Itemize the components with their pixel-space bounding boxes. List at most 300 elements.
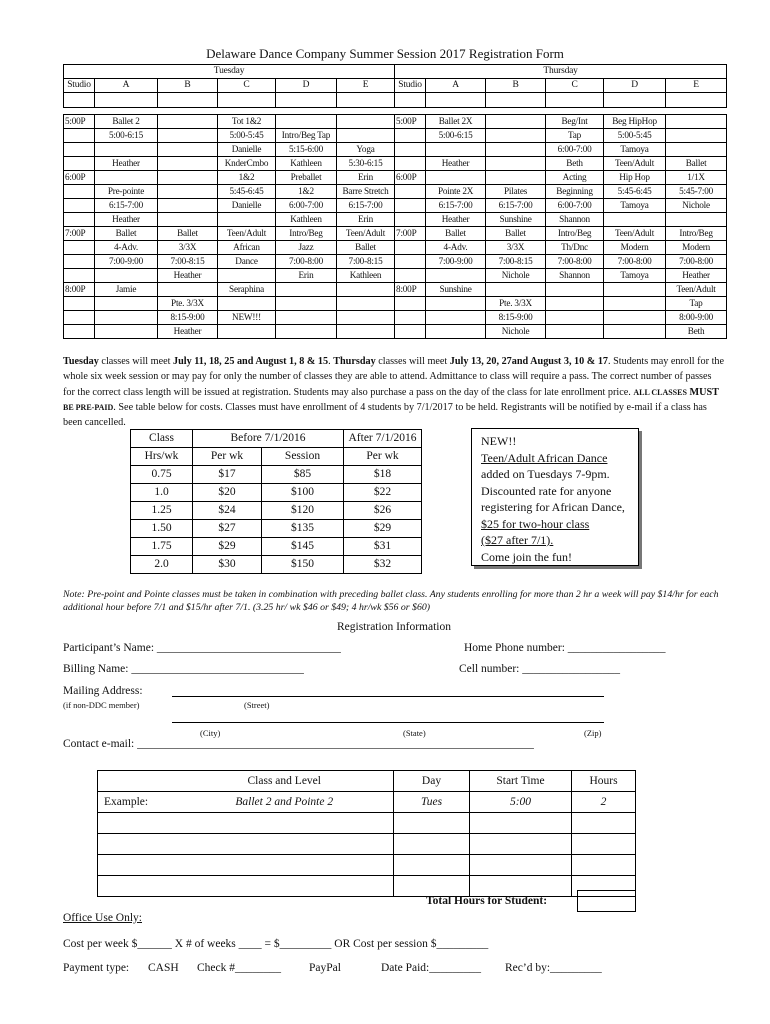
schedule-cell xyxy=(95,311,158,325)
schedule-cell: Heather xyxy=(666,269,727,283)
schedule-cell: Beth xyxy=(666,325,727,339)
schedule-cell: 7:00-8:15 xyxy=(486,255,546,269)
schedule-row xyxy=(64,283,727,297)
schedule-cell xyxy=(95,171,158,185)
schedule-cell: Intro/Beg Tap xyxy=(276,129,337,143)
date-paid-field[interactable]: Date Paid:_________ xyxy=(381,962,481,974)
price-cell: 2.0 xyxy=(131,556,193,574)
schedule-cell xyxy=(276,283,337,297)
schedule-cell: Tot 1&2 xyxy=(218,115,276,129)
schedule-cell xyxy=(158,283,218,297)
schedule-cell: Ballet xyxy=(426,227,486,241)
pricing-note: Note: Pre-point and Pointe classes must be taken in combination with preceding ballet class. Any students enrolling for more than 2 hr a week will pay $14/hr for each additional hour before 7/1 and $15/hr after 7/1. (3.25 hr/ wk $46 or $49; 4 hr/wk $56 or $60) xyxy=(63,589,719,613)
price-cell: $135 xyxy=(262,520,344,538)
schedule-cell: Modern xyxy=(604,241,666,255)
price-cell: $29 xyxy=(193,538,262,556)
schedule-cell xyxy=(64,297,95,311)
schedule-cell: Preballet xyxy=(276,171,337,185)
schedule-row xyxy=(64,311,727,325)
column-header: E xyxy=(666,79,727,93)
home-phone-field[interactable]: Home Phone number: _________________ xyxy=(464,642,666,654)
price-cell: $17 xyxy=(193,466,262,484)
schedule-cell xyxy=(486,283,546,297)
price-cell: $31 xyxy=(344,538,422,556)
schedule-cell: Tap xyxy=(666,297,727,311)
schedule-cell xyxy=(158,171,218,185)
schedule-cell: 6:00-7:00 xyxy=(276,199,337,213)
schedule-cell: NEW!!! xyxy=(218,311,276,325)
schedule-cell xyxy=(158,143,218,157)
schedule-cell xyxy=(337,129,395,143)
after-date-header: After 7/1/2016 xyxy=(344,430,422,448)
check-number-field[interactable]: Check #________ xyxy=(197,962,282,974)
schedule-cell: Shannon xyxy=(546,269,604,283)
schedule-row xyxy=(64,297,727,311)
day-header-row xyxy=(64,65,727,79)
schedule-cell: Shannon xyxy=(546,213,604,227)
price-subheader: Hrs/wk xyxy=(131,448,193,466)
schedule-cell: 4-Adv. xyxy=(426,241,486,255)
schedule-cell xyxy=(64,185,95,199)
schedule-cell xyxy=(218,269,276,283)
schedule-cell: 6:00P xyxy=(64,171,95,185)
schedule-row xyxy=(64,213,727,227)
schedule-cell xyxy=(395,213,426,227)
before-date-header: Before 7/1/2016 xyxy=(193,430,344,448)
price-cell: $100 xyxy=(262,484,344,502)
schedule-row xyxy=(64,241,727,255)
schedule-cell xyxy=(64,241,95,255)
schedule-cell xyxy=(64,129,95,143)
schedule-cell: Heather xyxy=(158,269,218,283)
schedule-cell: Beth xyxy=(546,157,604,171)
schedule-cell: 6:00-7:00 xyxy=(546,199,604,213)
schedule-cell: Teen/Adult xyxy=(666,283,727,297)
schedule-row xyxy=(64,199,727,213)
schedule-cell: 5:30-6:15 xyxy=(337,157,395,171)
schedule-cell: 7:00-8:00 xyxy=(546,255,604,269)
schedule-cell: 5:00P xyxy=(64,115,95,129)
schedule-cell xyxy=(218,213,276,227)
schedule-cell xyxy=(337,115,395,129)
schedule-cell: Danielle xyxy=(218,199,276,213)
schedule-cell: 3/3X xyxy=(158,241,218,255)
schedule-cell: 6:00P xyxy=(395,171,426,185)
form-title: Delaware Dance Company Summer Session 2017 Registration Form xyxy=(206,46,564,61)
schedule-cell: Intro/Beg xyxy=(276,227,337,241)
schedule-cell: Tamoya xyxy=(604,269,666,283)
schedule-cell xyxy=(276,311,337,325)
schedule-cell xyxy=(276,115,337,129)
table-row xyxy=(98,834,636,855)
schedule-cell xyxy=(666,213,727,227)
schedule-cell: 5:45-6:45 xyxy=(218,185,276,199)
schedule-cell: 7:00-9:00 xyxy=(426,255,486,269)
schedule-cell: Ballet 2 xyxy=(95,115,158,129)
schedule-cell xyxy=(158,199,218,213)
schedule-cell: Pilates xyxy=(486,185,546,199)
schedule-cell: Pte. 3/3X xyxy=(158,297,218,311)
table-row xyxy=(98,813,636,834)
schedule-cell: Erin xyxy=(337,171,395,185)
class-selection-table xyxy=(97,770,636,897)
schedule-cell xyxy=(546,325,604,339)
schedule-cell: African xyxy=(218,241,276,255)
schedule-cell: Beginning xyxy=(546,185,604,199)
schedule-cell: Tap xyxy=(546,129,604,143)
class-schedule-table xyxy=(63,64,727,339)
column-header: C xyxy=(546,79,604,93)
schedule-cell xyxy=(337,311,395,325)
schedule-cell xyxy=(604,297,666,311)
schedule-cell xyxy=(337,325,395,339)
schedule-cell: 5:45-6:45 xyxy=(604,185,666,199)
participant-name-field[interactable]: Participant’s Name: ________________________________ xyxy=(63,642,341,654)
schedule-cell xyxy=(395,297,426,311)
contact-email-field[interactable]: Contact e-mail: _____________________________________________________________________ xyxy=(63,738,534,750)
schedule-cell xyxy=(64,269,95,283)
registration-header: Registration Information xyxy=(336,621,452,633)
schedule-row xyxy=(64,171,727,185)
schedule-cell: 7:00P xyxy=(64,227,95,241)
column-header: B xyxy=(158,79,218,93)
price-subheader: Session xyxy=(262,448,344,466)
schedule-cell: Ballet xyxy=(158,227,218,241)
schedule-cell: 7:00-8:15 xyxy=(158,255,218,269)
schedule-cell: 8:15-9:00 xyxy=(486,311,546,325)
schedule-cell xyxy=(426,269,486,283)
schedule-cell: KnderCmbo xyxy=(218,157,276,171)
non-member-note: (if non-DDC member) xyxy=(63,700,140,710)
schedule-cell xyxy=(395,143,426,157)
column-header: A xyxy=(95,79,158,93)
price-row xyxy=(131,484,422,502)
schedule-cell: 7:00-8:15 xyxy=(337,255,395,269)
schedule-cell: Jamie xyxy=(95,283,158,297)
schedule-cell: Pte. 3/3X xyxy=(486,297,546,311)
schedule-cell: 6:15-7:00 xyxy=(486,199,546,213)
billing-name-field[interactable]: Billing Name: ______________________________ xyxy=(63,663,304,675)
schedule-cell xyxy=(64,325,95,339)
schedule-cell: Jazz xyxy=(276,241,337,255)
schedule-cell xyxy=(666,115,727,129)
schedule-cell xyxy=(158,129,218,143)
price-cell: 1.0 xyxy=(131,484,193,502)
schedule-cell xyxy=(395,311,426,325)
schedule-cell xyxy=(546,283,604,297)
street-line[interactable] xyxy=(172,696,604,697)
price-table xyxy=(130,429,422,574)
schedule-cell: Sunshine xyxy=(426,283,486,297)
price-cell: $145 xyxy=(262,538,344,556)
schedule-cell xyxy=(395,255,426,269)
schedule-cell: Nichole xyxy=(486,325,546,339)
schedule-row xyxy=(64,255,727,269)
price-cell: $26 xyxy=(344,502,422,520)
schedule-cell: Beg HipHop xyxy=(604,115,666,129)
start-time-header: Start Time xyxy=(470,771,572,792)
price-header-row xyxy=(131,430,422,448)
schedule-cell: 6:15-7:00 xyxy=(337,199,395,213)
cash-option[interactable]: CASH xyxy=(148,962,179,974)
column-header: E xyxy=(337,79,395,93)
class-level-header: Class and Level xyxy=(176,771,394,792)
schedule-cell: Heather xyxy=(95,157,158,171)
hours-header: Hours xyxy=(572,771,636,792)
schedule-cell xyxy=(64,255,95,269)
price-cell: 1.75 xyxy=(131,538,193,556)
column-header: A xyxy=(426,79,486,93)
column-header: Studio xyxy=(64,79,95,93)
price-row xyxy=(131,502,422,520)
column-header-row xyxy=(64,79,727,93)
price-cell: 1.50 xyxy=(131,520,193,538)
schedule-cell: Erin xyxy=(337,213,395,227)
schedule-cell xyxy=(218,325,276,339)
schedule-cell xyxy=(486,157,546,171)
schedule-cell: 1&2 xyxy=(276,185,337,199)
schedule-cell xyxy=(604,283,666,297)
thursday-label: Thursday xyxy=(395,65,727,79)
schedule-cell: Dance xyxy=(218,255,276,269)
price-row xyxy=(131,466,422,484)
schedule-row xyxy=(64,185,727,199)
schedule-cell: 5:00-5:45 xyxy=(604,129,666,143)
schedule-cell xyxy=(276,325,337,339)
schedule-cell: Ballet 2X xyxy=(426,115,486,129)
column-header: B xyxy=(486,79,546,93)
tuesday-label: Tuesday xyxy=(64,65,395,79)
price-cell: $32 xyxy=(344,556,422,574)
schedule-cell: Kathleen xyxy=(276,157,337,171)
price-cell: $150 xyxy=(262,556,344,574)
mailing-address-label: Mailing Address: xyxy=(63,685,143,697)
schedule-cell: Sunshine xyxy=(486,213,546,227)
class-table-header-row xyxy=(98,771,636,792)
cell-number-field[interactable]: Cell number: _________________ xyxy=(459,663,620,675)
example-row: Example: Ballet 2 and Pointe 2 Tues 5:00 2 xyxy=(98,792,636,813)
price-cell: $20 xyxy=(193,484,262,502)
table-row xyxy=(98,876,636,897)
price-cell: $22 xyxy=(344,484,422,502)
column-header: D xyxy=(276,79,337,93)
column-header: Studio xyxy=(395,79,426,93)
schedule-cell: 5:45-7:00 xyxy=(666,185,727,199)
schedule-cell xyxy=(395,157,426,171)
schedule-cell: Heather xyxy=(158,325,218,339)
schedule-cell: Th/Dnc xyxy=(546,241,604,255)
schedule-cell: Modern xyxy=(666,241,727,255)
day-header: Day xyxy=(394,771,470,792)
schedule-cell: Tamoya xyxy=(604,199,666,213)
schedule-cell: 5:00-6:15 xyxy=(426,129,486,143)
schedule-cell: 7:00-8:00 xyxy=(276,255,337,269)
schedule-cell xyxy=(276,297,337,311)
schedule-row xyxy=(64,143,727,157)
schedule-cell xyxy=(158,115,218,129)
schedule-cell: Erin xyxy=(276,269,337,283)
schedule-notice: Tuesday classes will meet July 11, 18, 25 and August 1, 8 & 15. Thursday classes will meet July 13, 20, 27and August 3, 10 & 17. Students may enroll for the whole six week session or may pay for only the number of classes they are able to attend. Admittance to class will require a pass. The correct number of passes for the correct class length will be issued at registration. Students may also purchase a pass on the day of the class for late enrollment price. ALL CLASSES MUST BE PRE-PAID. See table below for costs. Classes must have enrollment of 4 students by 7/1/2017 to be held. Registrants will be notified by e-mail if a class has been cancelled. xyxy=(63,356,725,429)
schedule-cell: Heather xyxy=(426,213,486,227)
schedule-cell: Seraphina xyxy=(218,283,276,297)
schedule-cell: Heather xyxy=(426,157,486,171)
schedule-cell xyxy=(486,171,546,185)
schedule-cell xyxy=(218,297,276,311)
schedule-cell: Tamoya xyxy=(604,143,666,157)
schedule-cell: 7:00-9:00 xyxy=(95,255,158,269)
price-cell: $27 xyxy=(193,520,262,538)
price-cell: 0.75 xyxy=(131,466,193,484)
schedule-row xyxy=(64,129,727,143)
schedule-cell xyxy=(666,143,727,157)
schedule-cell: Ballet xyxy=(666,157,727,171)
schedule-cell: Yoga xyxy=(337,143,395,157)
total-hours-box[interactable] xyxy=(577,890,636,912)
price-cell: $29 xyxy=(344,520,422,538)
schedule-cell xyxy=(95,269,158,283)
schedule-cell: Teen/Adult xyxy=(604,227,666,241)
price-cell: $18 xyxy=(344,466,422,484)
price-subheader: Per wk xyxy=(193,448,262,466)
schedule-cell: 1&2 xyxy=(218,171,276,185)
schedule-cell: 5:15-6:00 xyxy=(276,143,337,157)
schedule-cell xyxy=(395,129,426,143)
schedule-cell xyxy=(95,143,158,157)
total-hours-label: Total Hours for Student: xyxy=(426,895,548,907)
schedule-cell xyxy=(604,325,666,339)
schedule-cell: Teen/Adult xyxy=(604,157,666,171)
schedule-cell xyxy=(395,241,426,255)
schedule-cell: 8:15-9:00 xyxy=(158,311,218,325)
schedule-cell: Hip Hop xyxy=(604,171,666,185)
price-subheader-row xyxy=(131,448,422,466)
schedule-cell: 8:00P xyxy=(64,283,95,297)
spacer-row xyxy=(64,108,727,115)
schedule-cell: 1/1X xyxy=(666,171,727,185)
schedule-cell: 6:15-7:00 xyxy=(426,199,486,213)
schedule-cell: 4-Adv. xyxy=(95,241,158,255)
schedule-cell xyxy=(395,185,426,199)
schedule-cell: 5:00-6:15 xyxy=(95,129,158,143)
schedule-cell: Nichole xyxy=(486,269,546,283)
blank-row xyxy=(64,93,727,108)
price-cell: 1.25 xyxy=(131,502,193,520)
payment-type-label: Payment type: xyxy=(63,962,130,974)
price-row xyxy=(131,520,422,538)
schedule-cell xyxy=(158,213,218,227)
schedule-cell xyxy=(546,297,604,311)
schedule-cell: Beg/Int xyxy=(546,115,604,129)
city-state-zip-line[interactable] xyxy=(172,722,604,723)
schedule-cell: 5:00P xyxy=(395,115,426,129)
schedule-row xyxy=(64,227,727,241)
column-header: D xyxy=(604,79,666,93)
schedule-row xyxy=(64,157,727,171)
schedule-cell xyxy=(337,297,395,311)
schedule-row xyxy=(64,115,727,129)
schedule-cell: Kathleen xyxy=(276,213,337,227)
schedule-cell: 3/3X xyxy=(486,241,546,255)
schedule-cell xyxy=(486,115,546,129)
schedule-cell: Ballet xyxy=(486,227,546,241)
schedule-cell xyxy=(604,311,666,325)
schedule-cell: 8:00-9:00 xyxy=(666,311,727,325)
paypal-option[interactable]: PayPal xyxy=(309,962,341,974)
schedule-cell xyxy=(64,213,95,227)
schedule-cell xyxy=(426,171,486,185)
schedule-cell xyxy=(95,325,158,339)
schedule-cell: Pointe 2X xyxy=(426,185,486,199)
city-label: (City) xyxy=(200,728,221,738)
state-label: (State) xyxy=(403,728,426,738)
schedule-cell xyxy=(486,143,546,157)
zip-label: (Zip) xyxy=(584,728,602,738)
class-header: Class xyxy=(131,430,193,448)
schedule-cell xyxy=(426,311,486,325)
schedule-cell xyxy=(64,157,95,171)
schedule-cell xyxy=(395,325,426,339)
schedule-cell xyxy=(604,213,666,227)
price-cell: $85 xyxy=(262,466,344,484)
price-row xyxy=(131,556,422,574)
schedule-cell xyxy=(64,143,95,157)
schedule-cell: Ballet xyxy=(337,241,395,255)
schedule-cell: Pre-pointe xyxy=(95,185,158,199)
schedule-cell: Kathleen xyxy=(337,269,395,283)
table-row xyxy=(98,855,636,876)
price-row xyxy=(131,538,422,556)
schedule-cell: 6:00-7:00 xyxy=(546,143,604,157)
schedule-cell: Teen/Adult xyxy=(218,227,276,241)
schedule-cell xyxy=(426,143,486,157)
schedule-cell: Nichole xyxy=(666,199,727,213)
schedule-cell: 8:00P xyxy=(395,283,426,297)
schedule-cell xyxy=(158,157,218,171)
schedule-cell: 5:00-5:45 xyxy=(218,129,276,143)
schedule-cell: Barre Stretch xyxy=(337,185,395,199)
schedule-cell xyxy=(395,269,426,283)
schedule-cell xyxy=(337,283,395,297)
received-by-field[interactable]: Rec’d by:_________ xyxy=(505,962,602,974)
schedule-row xyxy=(64,269,727,283)
schedule-cell xyxy=(486,129,546,143)
schedule-cell: Intro/Beg xyxy=(666,227,727,241)
cost-line[interactable]: Cost per week $______ X # of weeks ____ = $_________ OR Cost per session $_________ xyxy=(63,938,489,950)
schedule-cell xyxy=(395,199,426,213)
schedule-cell: Danielle xyxy=(218,143,276,157)
price-cell: $24 xyxy=(193,502,262,520)
schedule-cell: Ballet xyxy=(95,227,158,241)
schedule-cell xyxy=(426,297,486,311)
schedule-cell: Heather xyxy=(95,213,158,227)
price-cell: $120 xyxy=(262,502,344,520)
new-class-announcement: NEW!! Teen/Adult African Dance added on Tuesdays 7-9pm. Discounted rate for anyone registering for African Dance, $25 for two-hour class ($27 after 7/1). Come join the fun! xyxy=(471,428,639,566)
schedule-cell xyxy=(666,129,727,143)
price-cell: $30 xyxy=(193,556,262,574)
schedule-cell xyxy=(95,297,158,311)
schedule-cell: Acting xyxy=(546,171,604,185)
schedule-cell xyxy=(64,311,95,325)
schedule-cell: 7:00-8:00 xyxy=(666,255,727,269)
office-use-heading: Office Use Only: xyxy=(63,912,142,924)
street-label: (Street) xyxy=(244,700,270,710)
schedule-cell xyxy=(64,199,95,213)
schedule-cell: 7:00P xyxy=(395,227,426,241)
schedule-cell: Intro/Beg xyxy=(546,227,604,241)
column-header: C xyxy=(218,79,276,93)
schedule-row xyxy=(64,325,727,339)
schedule-cell xyxy=(426,325,486,339)
